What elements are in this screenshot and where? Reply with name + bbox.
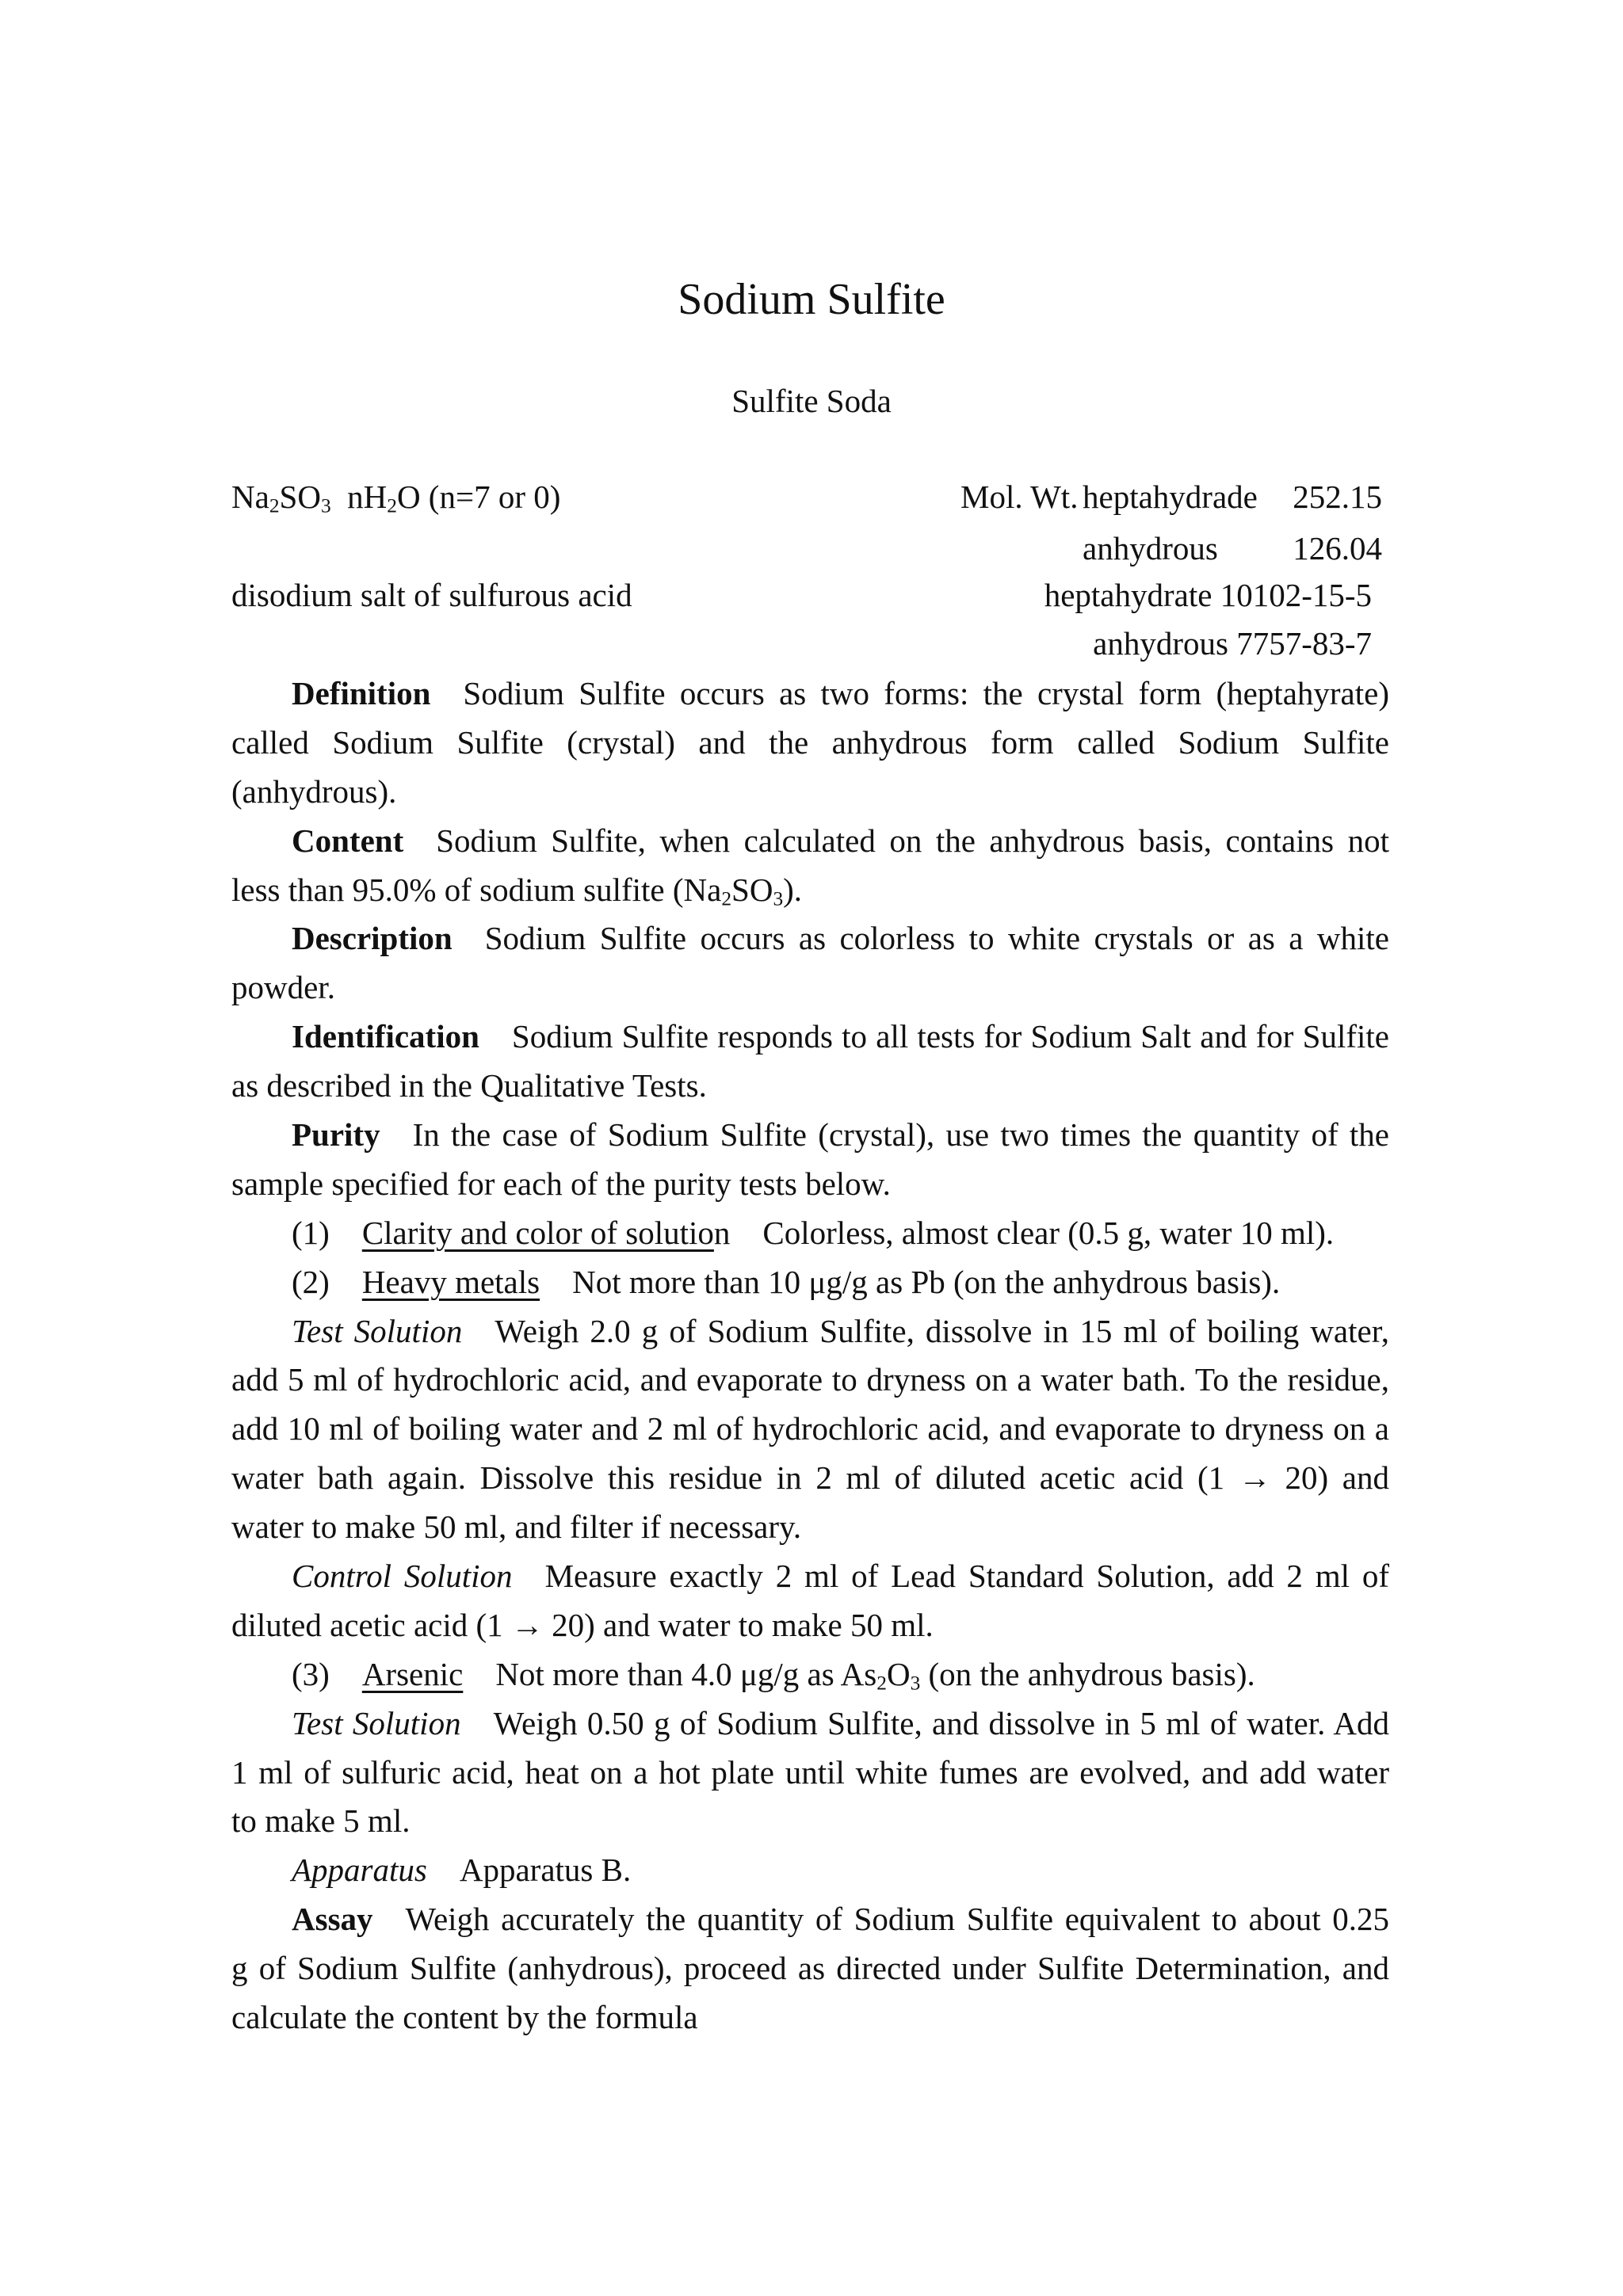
text-line <box>231 1160 1389 1209</box>
text-run: Weigh accurately the quantity of Sodium Sulfite equivalent to about 0.25 <box>372 1901 1389 1938</box>
mol-wt-value: 252.15 <box>1293 479 1382 515</box>
text-run: less than 95.0% of sodium sulfite (Na <box>231 871 722 908</box>
text-run: n Colorless, almost clear (0.5 g, water 10 ml). <box>713 1214 1335 1251</box>
cas-number: 7757-83-7 <box>1236 625 1372 662</box>
subsection-heading: Control Solution <box>292 1558 513 1595</box>
text-line <box>231 1111 1389 1160</box>
text-run: Measure exactly 2 ml of Lead Standard Solution, add 2 ml of <box>512 1558 1389 1595</box>
text-run: (3) <box>292 1655 362 1692</box>
text-run: water bath again. Dissolve this residue in 2 ml of diluted acetic acid (1 → 20) and <box>231 1459 1389 1497</box>
subscript: 2 <box>876 1672 887 1695</box>
subsection-heading: Apparatus <box>292 1852 427 1889</box>
subscript: 3 <box>910 1672 921 1695</box>
section-heading: Content <box>292 822 404 859</box>
text-run: Apparatus B. <box>426 1852 632 1889</box>
text-run: diluted acetic acid (1 → 20) and water to make 50 ml. <box>231 1606 934 1643</box>
text-run: as described in the Qualitative Tests. <box>231 1067 707 1104</box>
document-body <box>231 669 1389 2042</box>
text-line <box>231 1503 1389 1552</box>
cas-number-row <box>1093 619 1372 668</box>
cas-number-row <box>1044 570 1372 620</box>
text-run: Sodium Sulfite, when calculated on the anhydrous basis, contains not <box>403 822 1389 859</box>
text-line <box>231 1454 1389 1503</box>
text-run: sample specified for each of the purity tests below. <box>231 1165 891 1202</box>
text-run: Weigh 2.0 g of Sodium Sulfite, dissolve in 15 ml of boiling water, <box>462 1312 1389 1349</box>
cas-form: anhydrous <box>1093 625 1228 662</box>
text-run: SO <box>731 871 773 908</box>
subscript: 3 <box>773 887 784 910</box>
section-heading: Definition <box>292 675 431 711</box>
text-line <box>231 1846 1389 1895</box>
subscript: 2 <box>269 494 280 517</box>
text-line <box>231 1749 1389 1798</box>
mol-wt-value: 126.04 <box>1293 530 1382 566</box>
subscript: 2 <box>721 887 732 910</box>
text-line <box>231 1797 1389 1846</box>
text-run: SO <box>279 479 321 515</box>
paragraph-content <box>231 817 1389 915</box>
text-line <box>231 1601 1389 1650</box>
section-heading: Assay <box>292 1901 373 1938</box>
text-line <box>231 866 1389 915</box>
text-line <box>231 1062 1389 1111</box>
text-line <box>231 817 1389 866</box>
subsection-heading: Test Solution <box>292 1704 461 1741</box>
text-run: Sodium Sulfite responds to all tests for Sodium Salt and for Sulfite <box>479 1018 1389 1055</box>
test-item-label: Clarity and color of solutio <box>361 1214 714 1251</box>
mol-wt-form: anhydrous <box>1083 530 1218 566</box>
text-line <box>231 719 1389 768</box>
molecular-formula <box>231 472 560 521</box>
paragraph-heavy-metals <box>231 1258 1389 1307</box>
text-line <box>231 1013 1389 1062</box>
text-run: (2) <box>292 1263 362 1300</box>
text-run: Na <box>231 479 269 515</box>
section-heading: Description <box>292 920 453 957</box>
test-item-label: Heavy metals <box>361 1263 540 1300</box>
paragraph-apparatus <box>231 1846 1389 1895</box>
text-run: calculate the content by the formula <box>231 1999 698 2036</box>
mol-wt-label: Mol. Wt. <box>960 479 1079 515</box>
subscript: 3 <box>320 494 331 517</box>
paragraph-clarity-and-color-of-solutio <box>231 1209 1389 1258</box>
text-run: Sodium Sulfite occurs as colorless to white crystals or as a white <box>452 920 1389 957</box>
section-heading: Identification <box>292 1018 479 1055</box>
text-run: Not more than 10 μg/g as Pb (on the anhydrous basis). <box>540 1263 1281 1300</box>
text-line <box>231 1552 1389 1601</box>
test-item-label: Arsenic <box>361 1655 464 1692</box>
paragraph-assay <box>231 1895 1389 2042</box>
text-line <box>231 768 1389 817</box>
cas-form: heptahydrate <box>1044 577 1212 613</box>
text-line <box>231 914 1389 963</box>
text-line <box>231 1993 1389 2042</box>
cas-number: 10102-15-5 <box>1220 577 1372 613</box>
text-line <box>231 1944 1389 1993</box>
text-line <box>231 1895 1389 1944</box>
text-run: called Sodium Sulfite (crystal) and the anhydrous form called Sodium Sulfite <box>231 723 1389 761</box>
chemical-name: disodium salt of sulfurous acid <box>231 577 632 613</box>
text-line <box>231 1258 1389 1307</box>
paragraph-test-solution <box>231 1699 1389 1847</box>
text-run: (anhydrous). <box>231 772 397 810</box>
text-run: 1 ml of sulfuric acid, heat on a hot plate until white fumes are evolved, and add water <box>231 1753 1389 1791</box>
document-subtitle: Sulfite Soda <box>731 383 892 419</box>
paragraph-purity <box>231 1111 1389 1209</box>
text-run: Sodium Sulfite occurs as two forms: the crystal form (heptahyrate) <box>430 675 1389 711</box>
text-run: add 10 ml of boiling water and 2 ml of hydrochloric acid, and evaporate to dryness on a <box>231 1410 1389 1447</box>
text-line <box>231 669 1389 719</box>
text-line <box>231 963 1389 1013</box>
text-run: to make 5 ml. <box>231 1802 411 1840</box>
text-line <box>231 1209 1389 1258</box>
subsection-heading: Test Solution <box>292 1312 463 1349</box>
text-run: add 5 ml of hydrochloric acid, and evaporate to dryness on a water bath. To the residue, <box>231 1361 1389 1398</box>
document-title: Sodium Sulfite <box>678 275 945 324</box>
text-line <box>231 1356 1389 1405</box>
mol-wt-form: heptahydrade <box>1083 479 1258 515</box>
paragraph-description <box>231 914 1389 1013</box>
paragraph-control-solution <box>231 1552 1389 1650</box>
text-run: water to make 50 ml, and filter if necessary. <box>231 1508 802 1546</box>
section-heading: Purity <box>292 1116 380 1154</box>
subscript: 2 <box>387 494 397 517</box>
paragraph-arsenic <box>231 1650 1389 1699</box>
text-run: powder. <box>231 969 335 1006</box>
text-run: O <box>886 1655 911 1692</box>
paragraph-identification <box>231 1013 1389 1111</box>
text-line <box>231 1650 1389 1699</box>
text-line <box>231 1405 1389 1454</box>
paragraph-definition <box>231 669 1389 817</box>
text-run: (on the anhydrous basis). <box>920 1655 1255 1692</box>
paragraph-test-solution <box>231 1307 1389 1552</box>
text-line <box>231 1699 1389 1749</box>
text-run: ). <box>783 871 803 908</box>
text-run: nH <box>330 479 388 515</box>
text-run: Not more than 4.0 μg/g as As <box>463 1655 877 1692</box>
text-run: In the case of Sodium Sulfite (crystal), use two times the quantity of the <box>380 1116 1389 1154</box>
text-run: Weigh 0.50 g of Sodium Sulfite, and dissolve in 5 ml of water. Add <box>460 1704 1389 1741</box>
text-line <box>231 1307 1389 1356</box>
text-run: g of Sodium Sulfite (anhydrous), proceed as directed under Sulfite Determination, and <box>231 1950 1389 1987</box>
text-run: O (n=7 or 0) <box>396 479 561 515</box>
text-run: (1) <box>292 1214 362 1251</box>
